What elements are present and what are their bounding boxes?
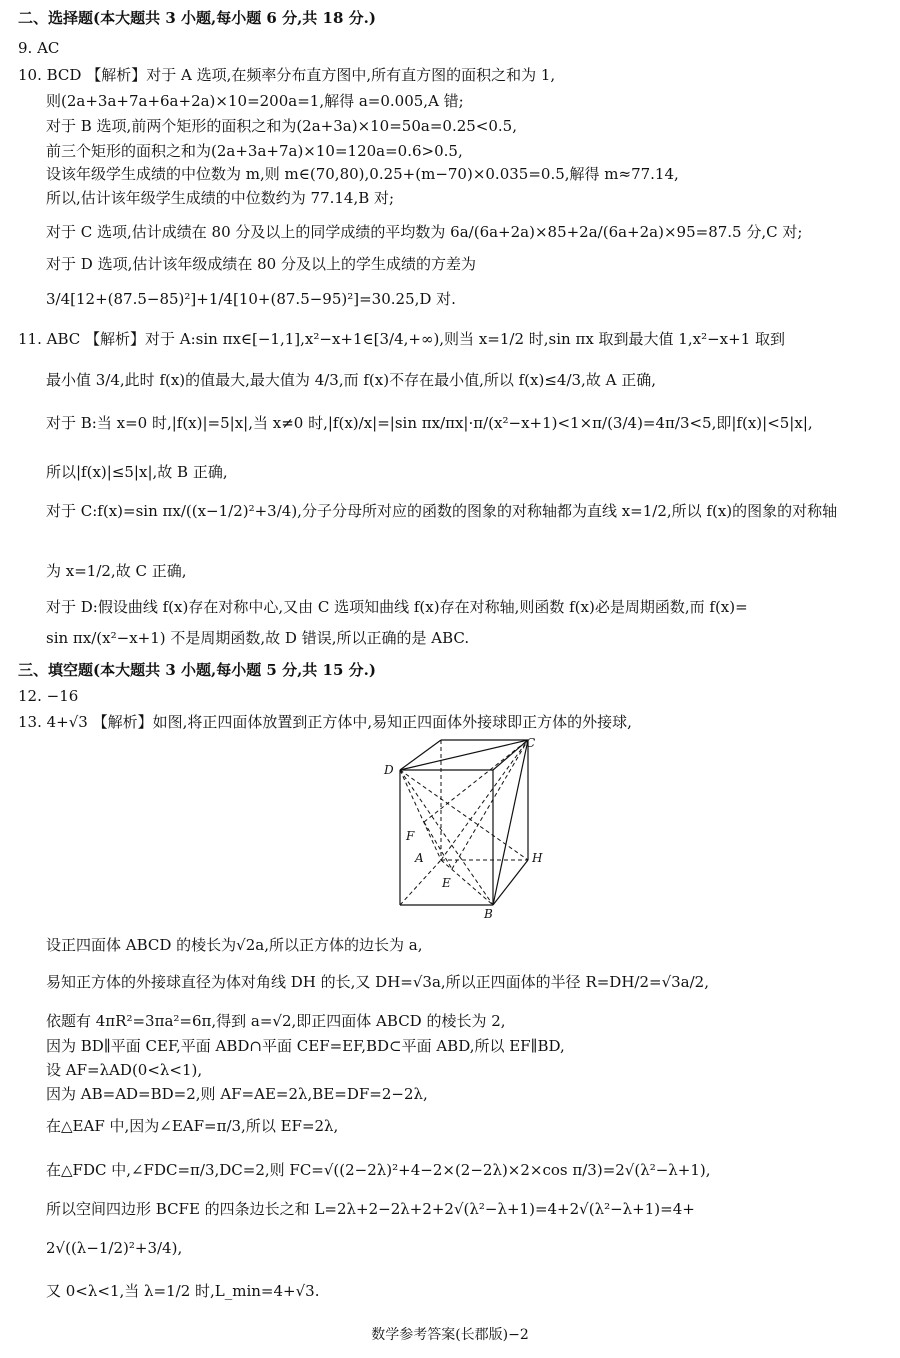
segment-ec xyxy=(452,740,528,869)
text-line: 前三个矩形的面积之和为(2a+3a+7a)×10=120a=0.6>0.5, xyxy=(46,142,463,160)
text-line: 2√((λ−1/2)²+3/4), xyxy=(46,1239,183,1257)
edge-da xyxy=(400,770,441,860)
text-line: 所以,估计该年级学生成绩的中位数约为 77.14,B 对; xyxy=(46,189,395,207)
text-line: 依题有 4πR²=3πa²=6π,得到 a=√2,即正四面体 ABCD 的棱长为 2, xyxy=(46,1012,506,1030)
answer-13: 13. 4+√3 【解析】如图,将正四面体放置到正方体中,易知正四面体外接球即正方体的外接球, xyxy=(18,713,632,731)
label-b: B xyxy=(484,907,493,920)
text-line: 对于 C 选项,估计成绩在 80 分及以上的同学成绩的平均数为 6a/(6a+2a)×85+2a/(6a+2a)×95=87.5 分,C 对; xyxy=(46,223,803,241)
text-line: 因为 AB=AD=BD=2,则 AF=AE=2λ,BE=DF=2−2λ, xyxy=(46,1085,428,1103)
answer-12: 12. −16 xyxy=(18,687,79,705)
answer-9: 9. AC xyxy=(18,39,60,57)
text-line: 设 AF=λAD(0<λ<1), xyxy=(46,1061,203,1079)
text-line: 对于 D 选项,估计该年级成绩在 80 分及以上的学生成绩的方差为 xyxy=(46,255,476,273)
answer-11: 11. ABC 【解析】对于 A:sin πx∈[−1,1],x²−x+1∈[3/4,+∞),则当 x=1/2 时,sin πx 取到最大值 1,x²−x+1 取到 xyxy=(18,330,786,348)
page-footer: 数学参考答案(长郡版)−2 xyxy=(371,1327,529,1343)
text-line: 对于 C:f(x)=sin πx/((x−1/2)²+3/4),分子分母所对应的函数的图象的对称轴都为直线 x=1/2,所以 f(x)的图象的对称轴 xyxy=(46,502,838,520)
label-e: E xyxy=(442,876,451,890)
section-three-heading: 三、填空题(本大题共 3 小题,每小题 5 分,共 15 分.) xyxy=(18,661,376,679)
label-h: H xyxy=(532,851,543,865)
text-line: 因为 BD∥平面 CEF,平面 ABD∩平面 CEF=EF,BD⊂平面 ABD,所以 EF∥BD, xyxy=(46,1037,565,1055)
text-line: sin πx/(x²−x+1) 不是周期函数,故 D 错误,所以正确的是 ABC. xyxy=(46,629,470,647)
text-line: 设该年级学生成绩的中位数为 m,则 m∈(70,80),0.25+(m−70)×0.035=0.5,解得 m≈77.14, xyxy=(46,165,679,183)
label-d: D xyxy=(384,763,394,777)
text-line: 在△FDC 中,∠FDC=π/3,DC=2,则 FC=√((2−2λ)²+4−2×(2−2λ)×2×cos π/3)=2√(λ²−λ+1), xyxy=(46,1161,711,1179)
text-line: 又 0<λ<1,当 λ=1/2 时,L_min=4+√3. xyxy=(46,1282,320,1300)
cube-tetrahedron-figure xyxy=(380,735,550,920)
text-line: 在△EAF 中,因为∠EAF=π/3,所以 EF=2λ, xyxy=(46,1117,339,1135)
label-c: C xyxy=(526,736,536,750)
text-line: 所以|f(x)|≤5|x|,故 B 正确, xyxy=(46,463,228,481)
text-line: 设正四面体 ABCD 的棱长为√2a,所以正方体的边长为 a, xyxy=(46,936,423,954)
text-line: 为 x=1/2,故 C 正确, xyxy=(46,562,187,580)
answer-10: 10. BCD 【解析】对于 A 选项,在频率分布直方图中,所有直方图的面积之和为 1, xyxy=(18,66,556,84)
text-line: 对于 B:当 x=0 时,|f(x)|=5|x|,当 x≠0 时,|f(x)/x|=|sin πx/πx|·π/(x²−x+1)<1×π/(3/4)=4π/3<5,即|f(x)|<5|x|, xyxy=(46,414,813,432)
text-line: 对于 D:假设曲线 f(x)存在对称中心,又由 C 选项知曲线 f(x)存在对称轴,则函数 f(x)必是周期函数,而 f(x)= xyxy=(46,598,748,616)
label-f: F xyxy=(406,829,415,843)
hidden-edge xyxy=(400,860,441,905)
text-line: 3/4[12+(87.5−85)²]+1/4[10+(87.5−95)²]=30.25,D 对. xyxy=(46,290,456,308)
text-line: 所以空间四边形 BCFE 的四条边长之和 L=2λ+2−2λ+2+2√(λ²−λ+1)=4+2√(λ²−λ+1)=4+ xyxy=(46,1200,695,1218)
text-line: 易知正方体的外接球直径为体对角线 DH 的长,又 DH=√3a,所以正四面体的半径 R=DH/2=√3a/2, xyxy=(46,973,709,991)
text-line: 则(2a+3a+7a+6a+2a)×10=200a=1,解得 a=0.005,A 错; xyxy=(46,92,464,110)
diagonal-dh xyxy=(400,770,528,860)
text-line: 最小值 3/4,此时 f(x)的值最大,最大值为 4/3,而 f(x)不存在最小值,所以 f(x)≤4/3,故 A 正确, xyxy=(46,371,656,389)
segment-fe xyxy=(424,822,452,869)
text-line: 对于 B 选项,前两个矩形的面积之和为(2a+3a)×10=50a=0.25<0.5, xyxy=(46,117,517,135)
label-a: A xyxy=(415,851,424,865)
section-two-heading: 二、选择题(本大题共 3 小题,每小题 6 分,共 18 分.) xyxy=(18,9,376,27)
